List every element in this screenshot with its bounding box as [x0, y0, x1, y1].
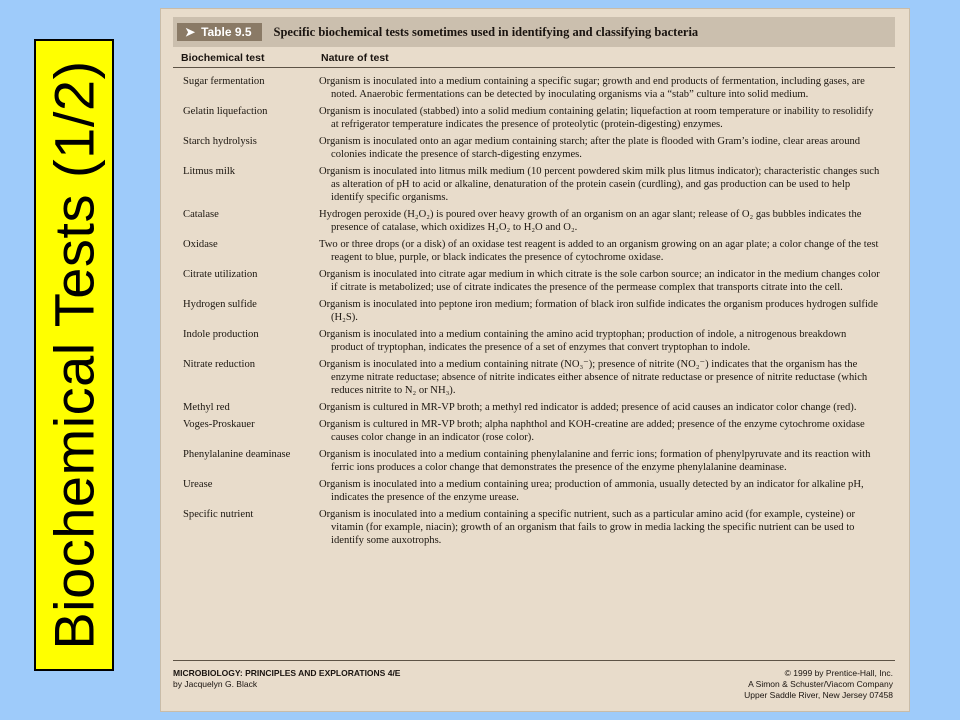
test-description: Organism is inoculated into a medium containing phenylalanine and ferric ions; formation of phenylpyruvate and its reaction with ferric ions produces a color change that demonstrates the presence of the enzyme phenylalanine deaminase. — [319, 449, 871, 473]
table-row — [173, 105, 895, 131]
bottom-rule — [173, 660, 895, 661]
test-description: Organism is inoculated into a medium containing a specific nutrient, such as a particular amino acid (for example, cysteine) or vitamin (for example, niacin); growth of an organism that fails to grow in media lacking the specific nutrient can be used to identify some auxotrophs. — [319, 509, 856, 546]
test-description: Organism is inoculated into a medium containing the amino acid tryptophan; production of indole, a nitrogenous breakdown product of tryptophan, indicates the presence of a set of enzymes that convert tryptophan to indole. — [319, 329, 847, 353]
table-row — [173, 238, 895, 264]
table-caption-bar — [173, 17, 895, 47]
table-row — [173, 358, 895, 397]
test-name: Hydrogen sulfide — [183, 299, 257, 310]
table-row — [173, 135, 895, 161]
table-row — [173, 401, 895, 414]
column-header-nature: Nature of test — [321, 52, 389, 64]
test-description: Organism is cultured in MR-VP broth; alpha naphthol and KOH-creatine are added; presence of the enzyme cytochrome oxidase causes color change in an indicator (rose color). — [319, 419, 865, 443]
test-name: Starch hydrolysis — [183, 136, 257, 147]
table-row — [173, 448, 895, 474]
table-row — [173, 478, 895, 504]
column-header-test: Biochemical test — [181, 52, 265, 64]
test-name: Citrate utilization — [183, 269, 258, 280]
test-name: Voges-Proskauer — [183, 419, 255, 430]
slide-title-box — [34, 39, 114, 671]
copyright-line: © 1999 by Prentice-Hall, Inc. — [784, 668, 893, 678]
table-number-tab — [177, 23, 262, 41]
test-name: Specific nutrient — [183, 509, 254, 520]
test-name: Oxidase — [183, 239, 218, 250]
test-description: Organism is inoculated into a medium containing urea; production of ammonia, usually detected by an indicator for alkaline pH, indicates the presence of the enzyme urease. — [319, 479, 864, 503]
slide-title: Biochemical Tests (1/2) — [42, 60, 106, 650]
test-description: Organism is inoculated into a medium containing nitrate (NO₃⁻); presence of nitrite (NO₂⁻) indicates that the organism has the enzyme nitrate reductase; absence of nitrite indicates either absence of nitrate reductase or presence of nitrite reductase (which reduces nitrite to N₂ or NH₃). — [319, 359, 868, 396]
book-credit — [173, 668, 400, 690]
test-description: Organism is inoculated into a medium containing a specific sugar; growth and end products of fermentation, including gases, are noted. Anaerobic fermentations can be detected by inoculating organisms via a “stab” culture into solid medium. — [319, 76, 865, 100]
book-author: by Jacquelyn G. Black — [173, 679, 258, 689]
test-name: Gelatin liquefaction — [183, 106, 268, 117]
copyright-notice — [744, 668, 893, 701]
book-title: MICROBIOLOGY: PRINCIPLES AND EXPLORATIONS 4/E — [173, 668, 401, 678]
table-row — [173, 165, 895, 204]
table-row — [173, 418, 895, 444]
test-description: Two or three drops (or a disk) of an oxidase test reagent is added to an organism growing on an agar plate; a color change of the test reagent to blue, purple, or black indicates the presence of cytochrome oxidase. — [319, 239, 879, 263]
table-row — [173, 328, 895, 354]
test-name: Indole production — [183, 329, 259, 340]
test-description: Hydrogen peroxide (H₂O₂) is poured over heavy growth of an organism on an agar slant; release of O₂ gas bubbles indicates the presence of catalase, which oxidizes H₂O₂ to H₂O and O₂. — [319, 209, 862, 233]
test-description: Organism is inoculated onto an agar medium containing starch; after the plate is flooded with Gram’s iodine, clear areas around colonies indicate the presence of starch-digesting enzymes. — [319, 136, 861, 160]
test-name: Litmus milk — [183, 166, 236, 177]
table-row — [173, 508, 895, 547]
table-number: Table 9.5 — [201, 25, 252, 39]
table-row — [173, 298, 895, 324]
copyright-line: A Simon & Schuster/Viacom Company — [748, 679, 893, 689]
test-name: Sugar fermentation — [183, 76, 265, 87]
table-caption: Specific biochemical tests sometimes used in identifying and classifying bacteria — [273, 24, 699, 39]
textbook-table-image — [160, 8, 910, 712]
test-description: Organism is inoculated (stabbed) into a solid medium containing gelatin; liquefaction at room temperature or inability to resolidify at refrigerator temperature indicates the presence of proteolytic (protein-digesting) enzymes. — [319, 106, 874, 130]
table-body — [173, 75, 895, 551]
table-row — [173, 268, 895, 294]
test-description: Organism is inoculated into litmus milk medium (10 percent powdered skim milk plus litmus indicator); characteristic changes such as alteration of pH to acid or alkaline, denaturation of the protein casein (curdling), and gas production can be used to help identify specific organisms. — [319, 166, 880, 203]
test-name: Catalase — [183, 209, 219, 220]
table-row — [173, 208, 895, 234]
test-description: Organism is cultured in MR-VP broth; a methyl red indicator is added; presence of acid causes an indicator color change (red). — [319, 402, 857, 413]
test-description: Organism is inoculated into citrate agar medium in which citrate is the sole carbon source; an indicator in the medium changes color if citrate is metabolized; use of citrate indicates the presence of the permease complex that transports citrate into the cell. — [319, 269, 880, 293]
header-rule — [173, 67, 895, 68]
arrow-icon: ➤ — [185, 25, 196, 39]
test-description: Organism is inoculated into peptone iron medium; formation of black iron sulfide indicates the organism produces hydrogen sulfide (H₂S). — [319, 299, 878, 323]
test-name: Nitrate reduction — [183, 359, 256, 370]
test-name: Methyl red — [183, 402, 230, 413]
table-row — [173, 75, 895, 101]
test-name: Phenylalanine deaminase — [183, 449, 291, 460]
copyright-line: Upper Saddle River, New Jersey 07458 — [744, 690, 893, 700]
test-name: Urease — [183, 479, 213, 490]
